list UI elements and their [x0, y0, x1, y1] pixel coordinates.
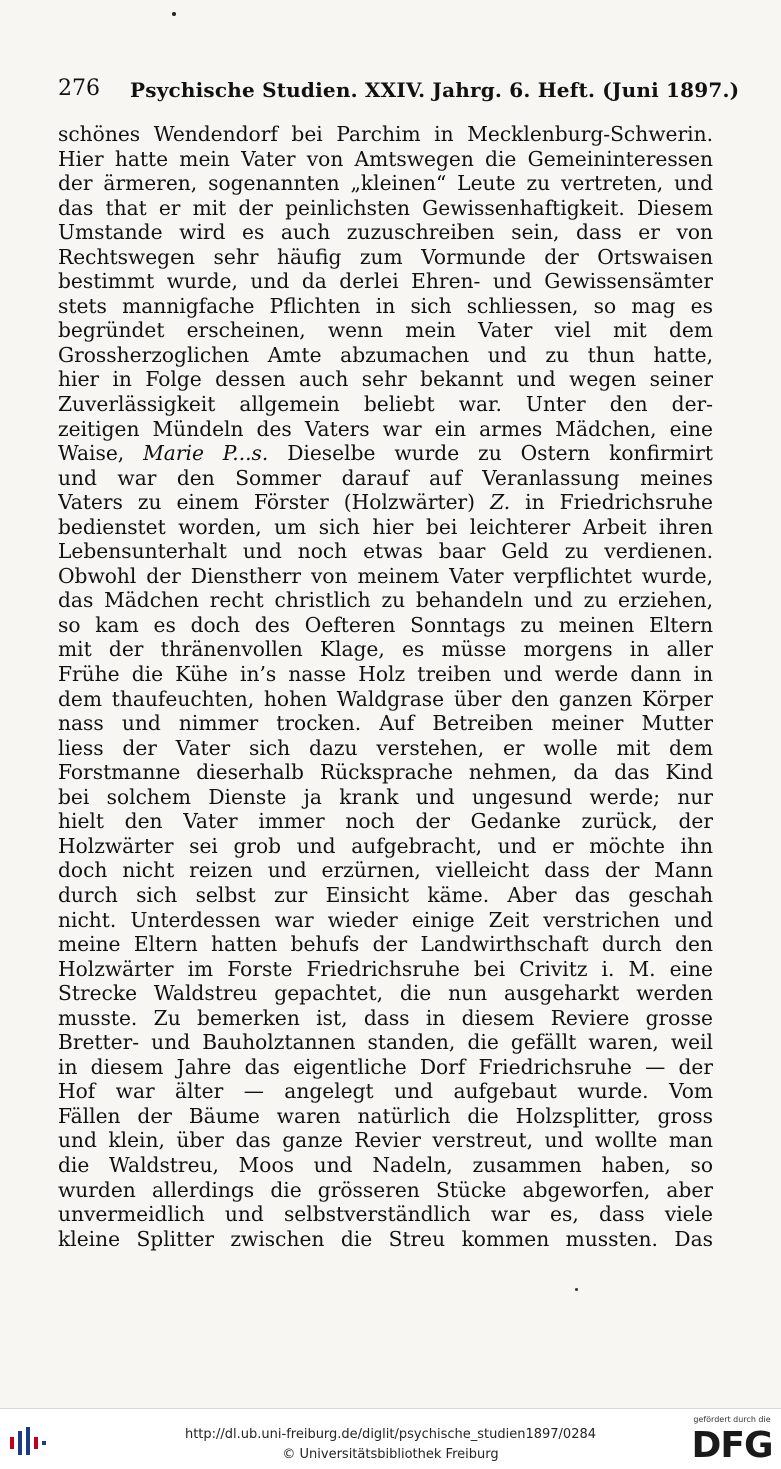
- text-line: Rechtswegen sehr häufig zum Vormunde der Ortswaisen: [58, 244, 713, 269]
- italic-name: Z.: [490, 490, 511, 515]
- text-line: und klein, über das ganze Revier verstreut, und wollte man: [58, 1128, 713, 1153]
- text-line: stets mannigfache Pflichten in sich schliessen, so mag es: [58, 293, 713, 318]
- text-line: mit der thränenvollen Klage, es müsse morgens in aller: [58, 637, 713, 662]
- text-line: durch sich selbst zur Einsicht käme. Aber das geschah: [58, 882, 713, 907]
- text-line: liess der Vater sich dazu verstehen, er wolle mit dem: [58, 735, 713, 760]
- body-text: [58, 122, 713, 1251]
- text-line: wurden allerdings die grösseren Stücke abgeworfen, aber: [58, 1177, 713, 1202]
- source-url-link[interactable]: http://dl.ub.uni-freiburg.de/diglit/psychische_studien1897/0284: [184, 1427, 597, 1442]
- copyright-text: © Universitätsbibliothek Freiburg: [282, 1447, 499, 1462]
- text-line: Waise, Marie P...s. Dieselbe wurde zu Ostern konfirmirt: [58, 441, 713, 466]
- text-line: so kam es doch des Oefteren Sonntags zu meinen Eltern: [58, 612, 713, 637]
- text-line: Holzwärter im Forste Friedrichsruhe bei Crivitz i. M. eine: [58, 956, 713, 981]
- text-line: Strecke Waldstreu gepachtet, die nun ausgeharkt werden: [58, 981, 713, 1006]
- text-line: und war den Sommer darauf auf Veranlassung meines: [58, 465, 713, 490]
- text-line: begründet erscheinen, wenn mein Vater viel mit dem: [58, 318, 713, 343]
- italic-name: Marie P...s.: [143, 441, 269, 466]
- text-line: dem thaufeuchten, hohen Waldgrase über den ganzen Körper: [58, 686, 713, 711]
- running-title: Psychische Studien. XXIV. Jahrg. 6. Heft. (Juni 1897.): [130, 78, 740, 102]
- text-line: Hof war älter — angelegt und aufgebaut wurde. Vom: [58, 1079, 713, 1104]
- dfg-logo-text: DFG: [691, 1425, 773, 1466]
- print-speck: [172, 12, 176, 16]
- text-line: nicht. Unterdessen war wieder einige Zeit verstrichen und: [58, 907, 713, 932]
- page-number: 276: [58, 76, 100, 101]
- print-speck: [575, 1288, 578, 1291]
- text-line: Lebensunterhalt und noch etwas baar Geld zu verdienen.: [58, 539, 713, 564]
- text-line: Hier hatte mein Vater von Amtswegen die Gemeininteressen: [58, 146, 713, 171]
- dfg-logo[interactable]: [688, 1415, 776, 1467]
- footer-bar: [0, 1408, 781, 1469]
- text-line: kleine Splitter zwischen die Streu kommen mussten. Das: [58, 1226, 713, 1251]
- text-line: unvermeidlich und selbstverständlich war es, dass viele: [58, 1202, 713, 1227]
- funder-note: gefördert durch die: [693, 1415, 771, 1424]
- text-line: Forstmanne dieserhalb Rücksprache nehmen, da das Kind: [58, 760, 713, 785]
- text-line: schönes Wendendorf bei Parchim in Mecklenburg-Schwerin.: [58, 122, 713, 146]
- text-line: die Waldstreu, Moos und Nadeln, zusammen haben, so: [58, 1152, 713, 1177]
- text-line: Frühe die Kühe in’s nasse Holz treiben und werde dann in: [58, 662, 713, 687]
- text-line: hier in Folge dessen auch sehr bekannt und wegen seiner: [58, 367, 713, 392]
- text-line: meine Eltern hatten behufs der Landwirthschaft durch den: [58, 932, 713, 957]
- text-line: Umstande wird es auch zuzuschreiben sein, dass er von: [58, 220, 713, 245]
- text-line: Zuverlässigkeit allgemein beliebt war. Unter den der-: [58, 392, 713, 417]
- text-line: hielt den Vater immer noch der Gedanke zurück, der: [58, 809, 713, 834]
- text-line: bedienstet worden, um sich hier bei leichterer Arbeit ihren: [58, 514, 713, 539]
- text-line: Holzwärter sei grob und aufgebracht, und er möchte ihn: [58, 833, 713, 858]
- text-line: Obwohl der Dienstherr von meinem Vater verpflichtet wurde,: [58, 563, 713, 588]
- text-line: Fällen der Bäume waren natürlich die Holzsplitter, gross: [58, 1103, 713, 1128]
- text-line: doch nicht reizen und erzürnen, vielleicht dass der Mann: [58, 858, 713, 883]
- text-line: der ärmeren, sogenannten „kleinen“ Leute zu vertreten, und: [58, 171, 713, 196]
- running-header: [58, 76, 740, 106]
- text-line: Grossherzoglichen Amte abzumachen und zu thun hatte,: [58, 342, 713, 367]
- text-line: musste. Zu bemerken ist, dass in diesem Reviere grosse: [58, 1005, 713, 1030]
- text-line: bei solchem Dienste ja krank und ungesund werde; nur: [58, 784, 713, 809]
- text-line: bestimmt wurde, und da derlei Ehren- und Gewissensämter: [58, 269, 713, 294]
- text-line: Vaters zu einem Förster (Holzwärter) Z. in Friedrichsruhe: [58, 490, 713, 515]
- text-line: zeitigen Mündeln des Vaters war ein armes Mädchen, eine: [58, 416, 713, 441]
- text-line: Bretter- und Bauholztannen standen, die gefällt waren, weil: [58, 1030, 713, 1055]
- text-line: in diesem Jahre das eigentliche Dorf Friedrichsruhe — der: [58, 1054, 713, 1079]
- text-line: nass und nimmer trocken. Auf Betreiben meiner Mutter: [58, 711, 713, 736]
- text-line: das that er mit der peinlichsten Gewissenhaftigkeit. Diesem: [58, 195, 713, 220]
- text-line: das Mädchen recht christlich zu behandeln und zu erziehen,: [58, 588, 713, 613]
